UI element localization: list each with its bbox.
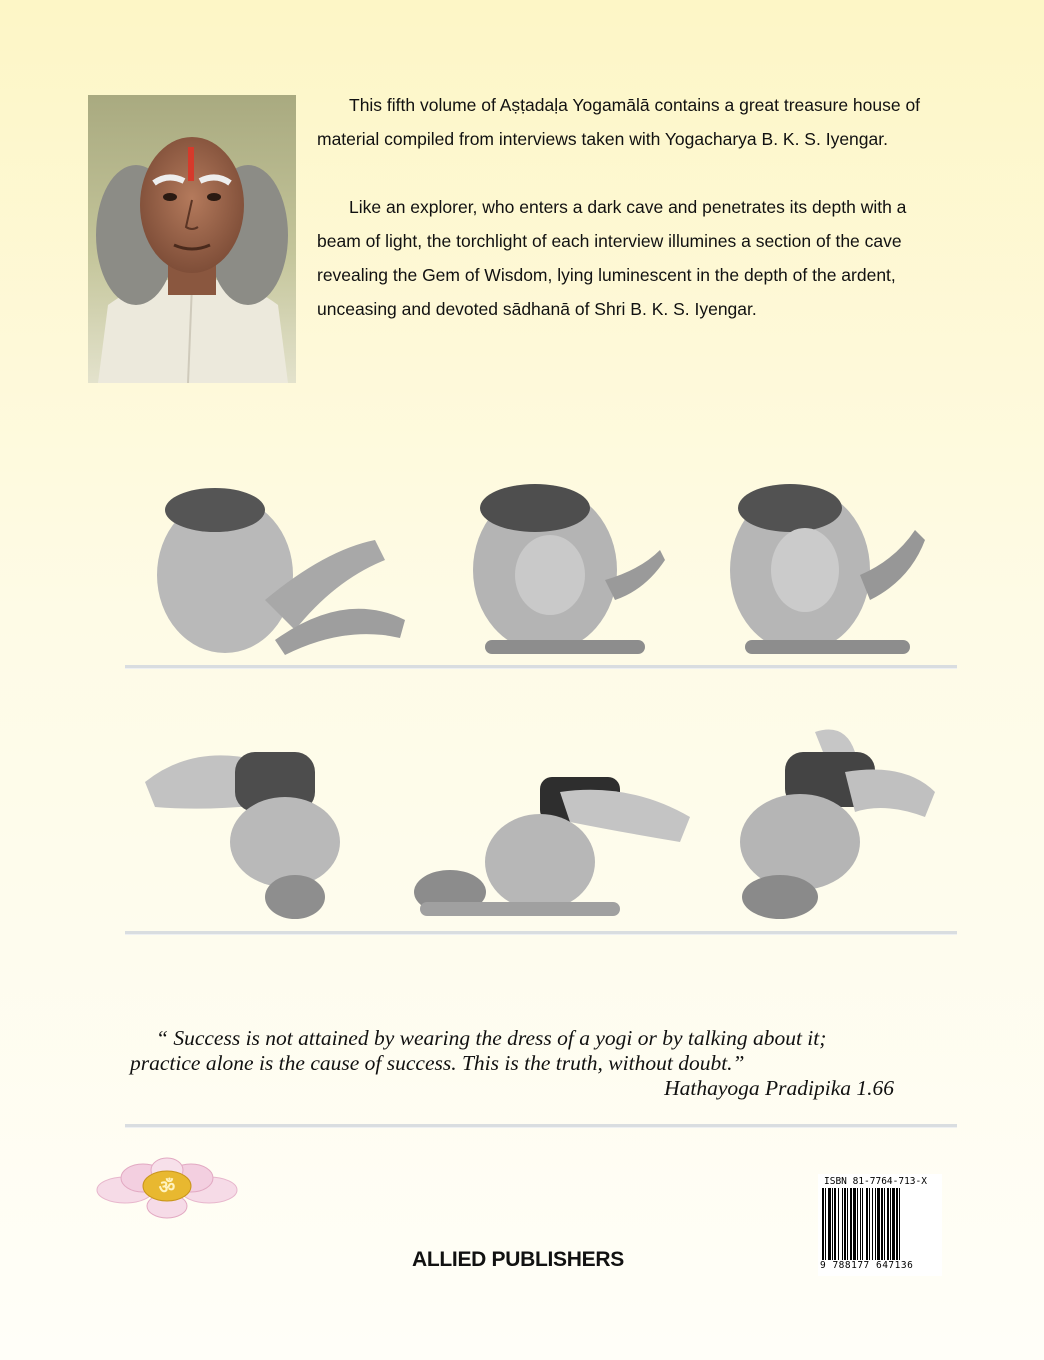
quote-source: Hathayoga Pradipika 1.66: [664, 1076, 894, 1100]
svg-text:ॐ: ॐ: [158, 1177, 176, 1198]
isbn-barcode: [818, 1174, 942, 1276]
divider-2: [125, 931, 957, 935]
yoga-pose-photo-3: [725, 480, 945, 660]
pose-row-top: [125, 480, 957, 660]
quote-line-2: practice alone is the cause of success. This is the truth, without doubt.”: [130, 1051, 745, 1075]
author-portrait: [88, 95, 296, 383]
quote-line-1: “ Success is not attained by wearing the dress of a yogi or by talking about it;: [156, 1026, 827, 1050]
yoga-pose-photo-2: [465, 480, 685, 660]
isbn-text: ISBN 81-7764-713-X: [824, 1176, 927, 1187]
yoga-pose-photo-5: [410, 722, 700, 922]
divider-1: [125, 665, 957, 669]
intro-paragraph-2: Like an explorer, who enters a dark cave and penetrates its depth with a beam of light, the torchlight of each interview illumines a section of the cave revealing the Gem of Wisdom, lying luminescent in the depth of the ardent, unceasing and devoted sādhanā of Shri B. K. S. Iyengar.: [317, 197, 907, 319]
yoga-pose-photo-4: [135, 722, 395, 922]
intro-text: [317, 88, 937, 360]
divider-3: [125, 1124, 957, 1128]
yoga-pose-photo-6: [705, 722, 945, 922]
lotus-icon: [95, 1156, 239, 1226]
pose-row-bottom: [125, 722, 957, 922]
portrait-illustration: [88, 95, 296, 383]
lotus-om-logo: [95, 1156, 239, 1226]
quote-block: [130, 1026, 910, 1101]
barcode-number: 9 788177 647136: [820, 1260, 914, 1271]
intro-paragraph-1: This fifth volume of Aṣṭadaḷa Yogamālā contains a great treasure house of material compiled from interviews taken with Yogacharya B. K. S. Iyengar.: [317, 95, 921, 149]
yoga-pose-photo-1: [155, 480, 415, 660]
publisher-name: ALLIED PUBLISHERS: [412, 1248, 624, 1271]
barcode-bars: [822, 1188, 938, 1260]
